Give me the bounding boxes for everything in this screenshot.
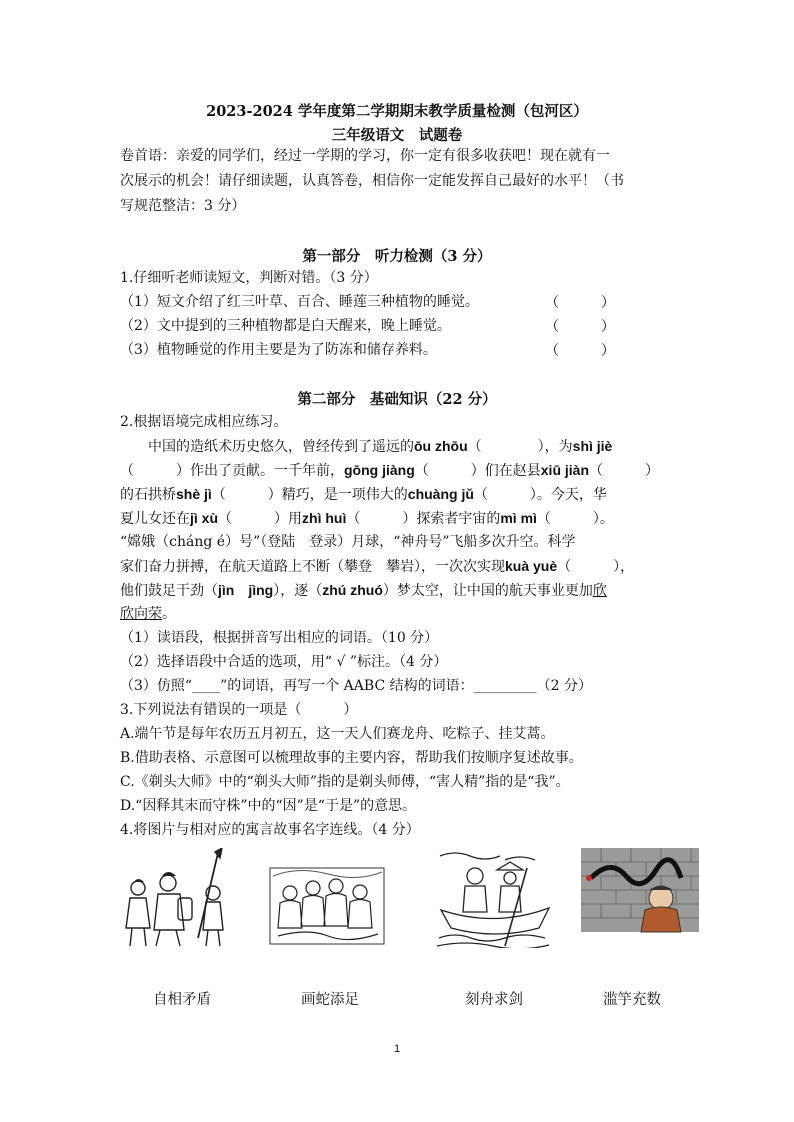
illustration-boat-sword[interactable] (435, 848, 553, 948)
answer-blank[interactable]: （ ）精巧，是一项伟大的 (211, 487, 408, 503)
answer-blank[interactable]: （ ）用 (218, 511, 303, 527)
q4-prompt: 4.将图片与相对应的寓言故事名字连线。（4 分） (120, 822, 420, 838)
q2-sub-3[interactable]: （3）仿照“____”的词语，再写一个 AABC 结构的词语：_________（2 分） (120, 678, 592, 694)
pinyin-xiu-jian: xiū jiàn (540, 462, 589, 478)
caption-huashe-tianzu[interactable]: 画蛇添足 (301, 992, 359, 1008)
q3-option-a: A.端午节是每年农历五月初五，这一天人们赛龙舟、吃粽子、挂艾蒿。 (120, 726, 555, 742)
answer-blank[interactable]: （ ）。今天，华 (473, 487, 607, 503)
q2-sub-2: （2）选择语段中合适的选项，用“ √ ”标注。（4 分） (120, 654, 448, 670)
exam-subtitle: 三年级语文 试题卷 (331, 127, 463, 144)
caption-zixiang-maodun[interactable]: 自相矛盾 (153, 992, 211, 1008)
q3-prompt[interactable]: 3.下列说法有错误的一项是（ ） (120, 702, 358, 718)
pinyin-kua-yue: kuà yuè (505, 558, 558, 574)
answer-blank[interactable]: （ ）探索者宇宙的 (346, 511, 501, 527)
q3-option-c: C.《剃头大师》中的“剃头大师”指的是剃头师傅，“害人精”指的是“我”。 (120, 774, 570, 790)
underlined-word-part: 欣 (592, 583, 607, 599)
passage-text: 中国的造纸术历史悠久，曾经传到了遥远的 (148, 439, 414, 455)
q1-item-3: （3）植物睡觉的作用主要是为了防冻和储存养料。 (120, 342, 437, 358)
passage-line-5[interactable]: “嫦娥（cháng é）号”（登陆 登录）月球，“神舟号”飞船多次升空。科学 (120, 534, 576, 550)
pinyin-shi-jie: shì jiè (572, 438, 613, 454)
illustration-yu-flute[interactable] (581, 848, 699, 948)
pinyin-choice-zhu-zhuo[interactable]: zhú zhuó (322, 582, 383, 598)
q1-answer-paren-3[interactable]: （ ） (545, 343, 615, 359)
passage-line-1 (148, 436, 612, 457)
caption-kezhou-qiujian[interactable]: 刻舟求剑 (465, 992, 523, 1008)
q1-item-1: （1）短文介绍了红三叶草、百合、睡莲三种植物的睡觉。 (120, 294, 479, 310)
pinyin-she-ji: shè jì (176, 486, 212, 502)
answer-blank[interactable]: （ ）， (557, 559, 635, 575)
intro-line-1: 卷首语：亲爱的同学们，经过一学期的学习，你一定有很多收获吧！现在就有一 (120, 148, 610, 164)
passage-line-6 (120, 556, 634, 577)
underlined-word: 欣向荣 (120, 606, 162, 622)
choice-text[interactable]: 家们奋力拼搏，在航天道路上不断（攀登 攀岩），一次次实现 (120, 559, 505, 575)
pinyin-zhi-hui: zhì huì (302, 510, 347, 526)
passage-text: 他们鼓足干劲（ (120, 583, 218, 599)
answer-blank[interactable]: （ ）们在赵县 (414, 463, 541, 479)
pinyin-ji-xu: jì xù (190, 510, 219, 526)
illustration-drawing-snake[interactable] (268, 848, 386, 948)
passage-line-2 (120, 460, 659, 481)
answer-blank[interactable]: （ ） (589, 463, 659, 479)
passage-text: ），逐（ (273, 583, 323, 599)
intro-line-2: 次展示的机会！请仔细读题，认真答卷，相信你一定能发挥自己最好的水平！（书 (120, 173, 624, 189)
q2-sub-1: （1）读语段，根据拼音写出相应的词语。（10 分） (120, 630, 439, 646)
passage-text: ）梦太空，让中国的航天事业更加 (382, 583, 593, 599)
passage-line-4 (120, 508, 614, 529)
illustration-spear-shield[interactable] (118, 848, 236, 948)
caption-lanyu-chongshu[interactable]: 滥竽充数 (603, 992, 661, 1008)
part1-heading: 第一部分 听力检测（3 分） (302, 248, 492, 265)
answer-blank[interactable]: （ ）作出了贡献。一千年前， (120, 463, 344, 479)
pinyin-gong-jiang: gōng jiàng (344, 462, 415, 478)
pinyin-ou-zhou: ōu zhōu (414, 438, 468, 454)
intro-line-3: 写规范整洁：3 分） (120, 198, 246, 214)
exam-title: 2023-2024 学年度第二学期期末教学质量检测（包河区） (206, 103, 588, 120)
pinyin-mi-mi: mì mì (500, 510, 537, 526)
passage-line-7 (120, 580, 607, 601)
q1-prompt: 1.仔细听老师读短文，判断对错。（3 分） (120, 270, 378, 286)
passage-text: 。 (162, 606, 176, 622)
answer-blank[interactable]: （ ）。 (536, 511, 614, 527)
q3-option-b: B.借助表格、示意图可以梳理故事的主要内容，帮助我们按顺序复述故事。 (120, 750, 583, 766)
part2-heading: 第二部分 基础知识（22 分） (297, 391, 497, 408)
passage-line-3 (120, 484, 607, 505)
q3-option-d: D.“因释其末而守株”中的“因”是“于是”的意思。 (120, 798, 417, 814)
q1-answer-paren-1[interactable]: （ ） (545, 295, 615, 311)
q2-prompt: 2.根据语境完成相应练习。 (120, 414, 288, 430)
page-number: 1 (393, 1043, 401, 1055)
pinyin-choice-jin-jing[interactable]: jìn jìng (218, 582, 274, 598)
passage-line-8 (120, 604, 176, 624)
passage-text: 的石拱桥 (120, 487, 176, 503)
answer-blank[interactable]: （ ），为 (467, 439, 573, 455)
pinyin-chuang-ju: chuàng jǔ (407, 486, 474, 502)
q1-answer-paren-2[interactable]: （ ） (545, 319, 615, 335)
q1-item-2: （2）文中提到的三种植物都是白天醒来，晚上睡觉。 (120, 318, 451, 334)
passage-text: 夏儿女还在 (120, 511, 190, 527)
